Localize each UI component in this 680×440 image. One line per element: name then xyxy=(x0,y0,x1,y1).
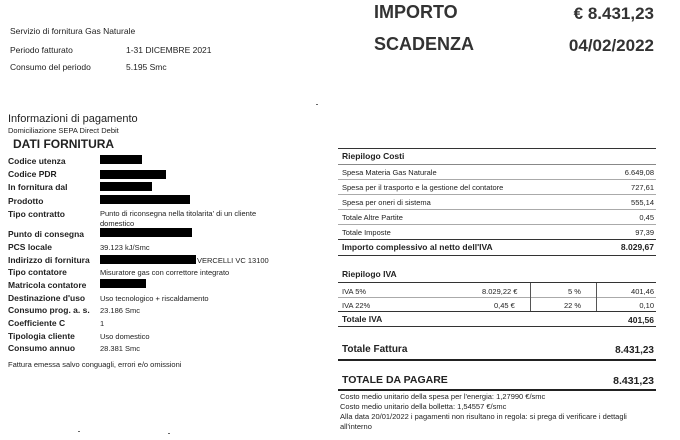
totals-note: Costo medio unitario della bolletta: 1,54557 €/smc xyxy=(340,402,507,411)
supply-value-contract: Punto di riconsegna nella titolarita' di un cliente xyxy=(100,209,257,218)
supply-label-delivery-point: Punto di consegna xyxy=(8,229,85,239)
invoice-total-label: Totale Fattura xyxy=(342,344,408,355)
net-amount-label: Importo complessivo al netto dell'IVA xyxy=(342,242,493,252)
supply-label-coefficient: Coefficiente C xyxy=(8,318,66,328)
period-value: 1-31 DICEMBRE 2021 xyxy=(126,45,212,55)
vat-row-rate: 22 % xyxy=(564,301,582,310)
redacted-delivery-point xyxy=(100,228,192,237)
vat-row-label: IVA 22% xyxy=(342,301,371,310)
supply-label-pdr: Codice PDR xyxy=(8,169,57,179)
vat-row-value: 401,46 xyxy=(631,287,654,296)
totals-note: all'interno xyxy=(340,422,372,431)
cost-row-label: Totale Altre Partite xyxy=(342,213,403,222)
supply-value-pcs: 39.123 kJ/Smc xyxy=(100,243,150,252)
supply-label-meter-type: Tipo contatore xyxy=(8,267,67,277)
supply-label-product: Prodotto xyxy=(8,196,44,206)
supply-value-contract-2: domestico xyxy=(100,219,135,228)
cost-row-value: 555,14 xyxy=(631,198,654,207)
scan-speck xyxy=(316,104,318,105)
supply-value-usage: Uso tecnologico + riscaldamento xyxy=(100,294,209,303)
supply-value-meter-type: Misuratore gas con correttore integrato xyxy=(100,268,230,277)
invoice-total-value: 8.431,23 xyxy=(615,345,654,356)
supply-label-start-date: In fornitura dal xyxy=(8,182,68,192)
payment-title: Informazioni di pagamento xyxy=(8,113,138,125)
vat-row-label: IVA 5% xyxy=(342,287,367,296)
supply-note: Fattura emessa salvo conguagli, errori e/o omissioni xyxy=(8,360,182,369)
cost-row-label: Spesa per oneri di sistema xyxy=(342,198,431,207)
due-label: SCADENZA xyxy=(374,34,475,54)
vat-row-rate: 5 % xyxy=(568,287,581,296)
redacted-address xyxy=(100,255,196,264)
supply-value-address: VERCELLI VC 13100 xyxy=(197,256,269,265)
amount-value: € 8.431,23 xyxy=(573,4,654,23)
period-label: Periodo fatturato xyxy=(10,45,73,55)
supply-label-prog-consumption: Consumo prog. a. s. xyxy=(8,305,90,315)
supply-label-contract: Tipo contratto xyxy=(8,209,65,219)
supply-label-usage: Destinazione d'uso xyxy=(8,293,86,303)
scan-speck xyxy=(168,433,170,434)
net-amount-value: 8.029,67 xyxy=(620,242,654,252)
consumption-value: 5.195 Smc xyxy=(126,62,167,72)
supply-value-customer-type: Uso domestico xyxy=(100,332,150,341)
cost-row-value: 0,45 xyxy=(639,213,654,222)
amount-label: IMPORTO xyxy=(374,2,458,22)
redacted-start-date xyxy=(100,182,152,191)
totals-note: Costo medio unitario della spesa per l'energia: 1,27990 €/smc xyxy=(340,392,546,401)
redacted-pdr xyxy=(100,170,166,179)
vat-row-value: 0,10 xyxy=(639,301,654,310)
amount-due-value: 8.431,23 xyxy=(613,375,654,387)
cost-row-label: Spesa per il trasporto e la gestione del contatore xyxy=(342,183,504,192)
cost-row-label: Totale Imposte xyxy=(342,228,391,237)
consumption-label: Consumo del periodo xyxy=(10,62,91,72)
amount-due-label: TOTALE DA PAGARE xyxy=(342,374,448,386)
supply-value-coefficient: 1 xyxy=(100,319,105,328)
vat-title: Riepilogo IVA xyxy=(342,269,397,279)
payment-method: Domiciliazione SEPA Direct Debit xyxy=(8,126,119,135)
cost-row-value: 6.649,08 xyxy=(624,168,654,177)
due-value: 04/02/2022 xyxy=(568,36,654,55)
supply-label-pcs: PCS locale xyxy=(8,242,52,252)
cost-row-value: 727,61 xyxy=(631,183,654,192)
supply-label-customer-type: Tipologia cliente xyxy=(8,331,75,341)
supply-label-annual-consumption: Consumo annuo xyxy=(8,343,76,353)
scan-speck xyxy=(78,431,80,432)
cost-row-value: 97,39 xyxy=(635,228,654,237)
vat-row-base: 0,45 € xyxy=(494,301,515,310)
vat-total-label: Totale IVA xyxy=(342,314,383,324)
supply-label-customer-code: Codice utenza xyxy=(8,156,66,166)
supply-value-annual-consumption: 28.381 Smc xyxy=(100,344,141,353)
supply-title: DATI FORNITURA xyxy=(13,137,115,151)
supply-value-prog-consumption: 23.186 Smc xyxy=(100,306,141,315)
redacted-product xyxy=(100,195,190,204)
redacted-customer-code xyxy=(100,155,142,164)
service-title: Servizio di fornitura Gas Naturale xyxy=(10,26,136,36)
vat-row-base: 8.029,22 € xyxy=(482,287,518,296)
vat-total-value: 401,56 xyxy=(628,315,654,325)
redacted-meter-serial xyxy=(100,279,146,288)
costs-title: Riepilogo Costi xyxy=(342,151,405,161)
supply-label-meter-serial: Matricola contatore xyxy=(8,280,87,290)
cost-row-label: Spesa Materia Gas Naturale xyxy=(342,168,437,177)
totals-note: Alla data 20/01/2022 i pagamenti non risultano in regola: si prega di verificare i dettagli xyxy=(340,412,627,421)
supply-label-address: Indirizzo di fornitura xyxy=(8,255,90,265)
